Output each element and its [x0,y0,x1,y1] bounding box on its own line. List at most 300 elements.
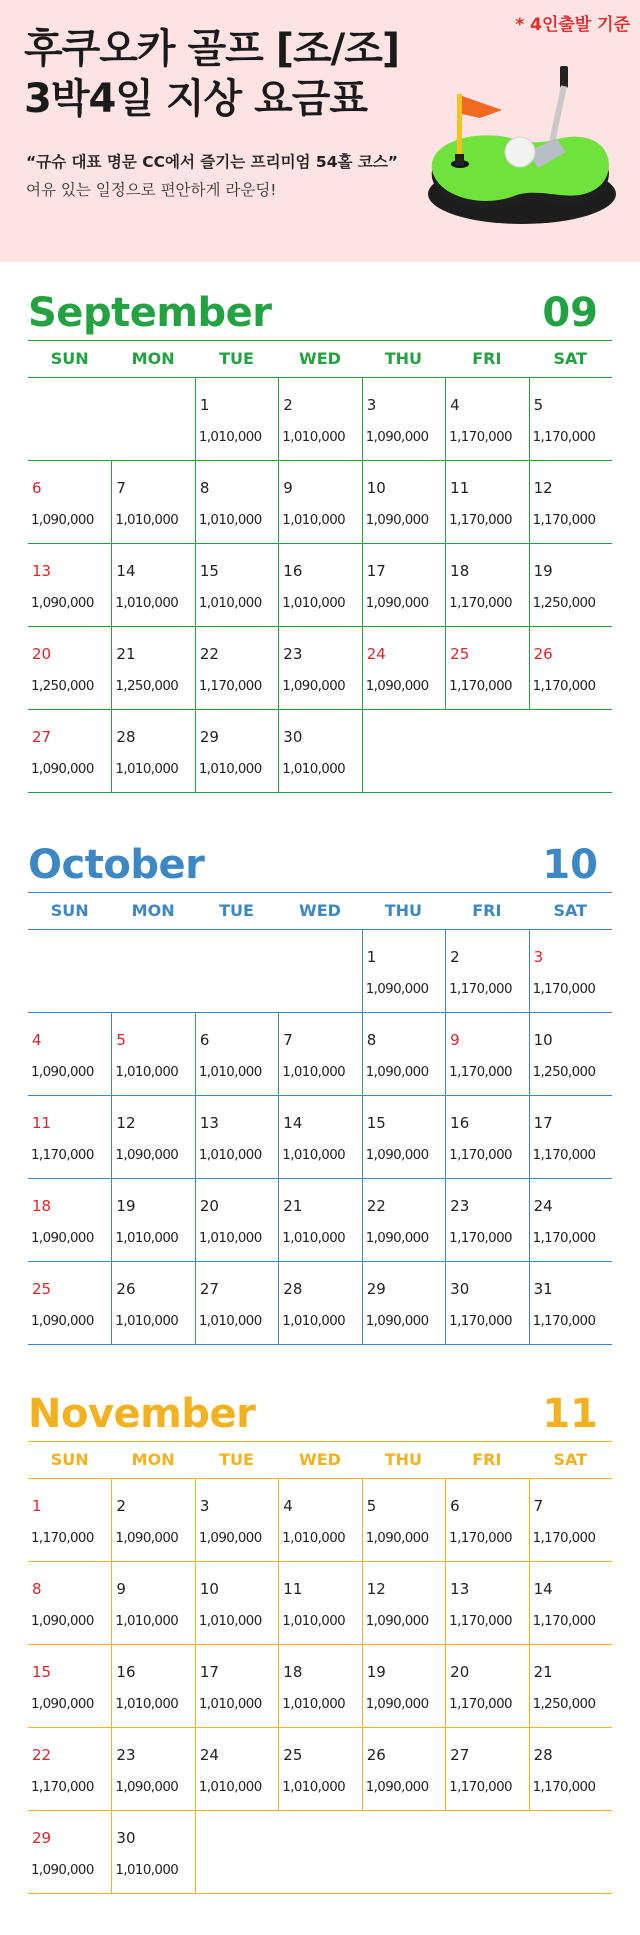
day-cell [362,1645,445,1727]
empty-cell [111,930,194,1012]
day-number: 20 [32,645,52,663]
month-calendar-october [28,836,612,1345]
week-row [28,1262,612,1345]
day-cell [278,710,361,792]
day-cell [529,1645,612,1727]
day-number: 3 [366,396,377,414]
day-price: 1,010,000 [282,596,346,611]
weekday-label: FRI [472,349,502,368]
day-cell [445,544,528,626]
week-row [28,544,612,627]
day-price: 1,010,000 [282,762,346,777]
day-number: 18 [283,1663,303,1681]
weekday-label: FRI [472,901,502,920]
subtitle: 여유 있는 일정으로 편안하게 라운딩! [26,181,277,199]
day-cell [362,1262,445,1344]
day-cell [529,1179,612,1261]
day-price: 1,090,000 [282,679,346,694]
day-number: 13 [32,562,52,580]
day-number: 17 [199,1663,219,1681]
day-price: 1,170,000 [31,1780,94,1795]
day-price: 1,090,000 [365,1780,429,1795]
day-number: 24 [366,645,386,663]
day-price: 1,090,000 [365,1231,429,1246]
day-number: 21 [283,1197,303,1215]
day-number: 16 [450,1114,470,1132]
day-number: 7 [283,1031,293,1049]
day-price: 1,090,000 [365,982,429,997]
day-price: 1,010,000 [115,1614,179,1629]
day-price: 1,170,000 [198,679,262,694]
day-price: 1,010,000 [115,1314,179,1329]
day-cell [195,544,278,626]
weekday-label: SUN [50,1450,89,1469]
month-name: September [28,290,272,336]
day-number: 23 [450,1197,470,1215]
month-number: 11 [542,1391,598,1437]
day-number: 14 [283,1114,303,1132]
day-cell [111,1479,194,1561]
day-price: 1,170,000 [532,513,596,528]
day-number: 26 [116,1280,136,1298]
day-cell [529,378,612,460]
day-price: 1,170,000 [449,430,512,445]
day-cell [362,1479,445,1561]
day-price: 1,010,000 [282,513,346,528]
week-row [28,1562,612,1645]
day-number: 19 [366,1663,386,1681]
day-price: 1,010,000 [282,1314,346,1329]
week-row [28,1811,612,1894]
day-number: 28 [116,728,136,746]
day-cell [278,1096,361,1178]
day-price: 1,010,000 [282,1148,346,1163]
day-price: 1,010,000 [115,1231,179,1246]
day-cell [362,544,445,626]
weekday-label: WED [299,349,341,368]
day-number: 17 [366,562,386,580]
day-cell [445,461,528,543]
day-cell [28,1262,111,1344]
day-price: 1,010,000 [115,513,179,528]
day-cell [111,1262,194,1344]
day-cell [362,1728,445,1810]
day-number: 27 [450,1746,470,1764]
day-cell [195,1096,278,1178]
day-cell [195,1262,278,1344]
day-cell [28,1645,111,1727]
day-price: 1,010,000 [198,1697,262,1712]
day-price: 1,010,000 [115,1697,179,1712]
day-number: 29 [366,1280,386,1298]
week-row [28,1179,612,1262]
day-cell [195,1179,278,1261]
day-cell [111,1013,194,1095]
day-price: 1,090,000 [365,1614,429,1629]
day-cell [362,378,445,460]
day-cell [195,627,278,709]
day-number: 2 [450,948,460,966]
day-number: 21 [116,645,136,663]
day-number: 13 [450,1580,470,1598]
day-price: 1,250,000 [31,679,94,694]
day-price: 1,090,000 [115,1780,179,1795]
day-cell [195,1728,278,1810]
day-cell [362,1096,445,1178]
day-price: 1,010,000 [198,1148,262,1163]
day-number: 22 [199,645,219,663]
month-header [28,1385,612,1441]
day-number: 22 [366,1197,386,1215]
weekday-label: TUE [219,349,254,368]
day-price: 1,170,000 [449,596,512,611]
day-number: 15 [32,1663,52,1681]
day-price: 1,090,000 [31,596,94,611]
day-number: 23 [116,1746,136,1764]
day-cell [445,1096,528,1178]
week-row [28,1728,612,1811]
week-row [28,1645,612,1728]
day-number: 12 [116,1114,136,1132]
month-name: October [28,842,205,888]
day-cell [28,710,111,792]
day-number: 25 [32,1280,52,1298]
day-cell [445,627,528,709]
day-price: 1,090,000 [115,1148,179,1163]
day-cell [529,1262,612,1344]
day-price: 1,010,000 [115,1065,179,1080]
day-cell [28,1728,111,1810]
day-cell [278,1645,361,1727]
day-number: 30 [116,1829,136,1847]
day-number: 4 [450,396,460,414]
empty-cell [28,378,111,460]
day-number: 8 [32,1580,42,1598]
day-cell [362,1562,445,1644]
day-cell [28,1811,111,1893]
day-price: 1,170,000 [449,1314,512,1329]
day-number: 26 [366,1746,386,1764]
week-row [28,461,612,544]
day-price: 1,010,000 [198,513,262,528]
day-cell [362,1179,445,1261]
weekday-header-row [28,340,612,378]
month-header [28,284,612,340]
day-price: 1,010,000 [115,596,179,611]
day-number: 12 [366,1580,386,1598]
day-price: 1,090,000 [365,513,429,528]
day-price: 1,170,000 [449,1531,512,1546]
day-price: 1,170,000 [532,1231,596,1246]
day-number: 6 [199,1031,210,1049]
day-price: 1,170,000 [449,1065,512,1080]
day-price: 1,010,000 [198,1780,262,1795]
day-price: 1,250,000 [532,1065,596,1080]
day-price: 1,090,000 [31,1614,94,1629]
day-price: 1,090,000 [365,1314,429,1329]
day-number: 9 [116,1580,126,1598]
day-number: 22 [32,1746,52,1764]
day-price: 1,010,000 [282,1531,346,1546]
day-number: 9 [450,1031,460,1049]
weekday-label: MON [131,901,175,920]
day-number: 3 [533,948,544,966]
empty-cell [195,1811,278,1893]
day-number: 8 [366,1031,377,1049]
day-price: 1,090,000 [31,762,94,777]
day-cell [28,544,111,626]
header-banner [0,0,640,262]
day-price: 1,170,000 [532,1531,596,1546]
day-price: 1,170,000 [532,1314,596,1329]
week-row [28,1096,612,1179]
day-number: 1 [199,396,210,414]
day-cell [28,1479,111,1561]
weekday-label: SAT [553,349,588,368]
day-cell [111,710,194,792]
day-price: 1,090,000 [31,513,94,528]
day-price: 1,170,000 [449,1614,512,1629]
week-row [28,710,612,793]
day-cell [28,1096,111,1178]
day-number: 18 [32,1197,52,1215]
day-cell [445,1728,528,1810]
golf-illustration-icon [410,66,618,238]
day-price: 1,170,000 [532,1148,596,1163]
day-number: 6 [450,1497,460,1515]
month-calendar-november [28,1385,612,1894]
day-cell [445,930,528,1012]
day-price: 1,170,000 [532,679,596,694]
month-header [28,836,612,892]
week-row [28,627,612,710]
day-cell [278,378,361,460]
weekday-label: SAT [553,1450,588,1469]
month-number: 09 [542,290,598,336]
week-row [28,930,612,1013]
weekday-label: SAT [553,901,588,920]
day-price: 1,170,000 [449,1697,512,1712]
day-number: 28 [533,1746,553,1764]
day-price: 1,010,000 [282,430,346,445]
day-price: 1,090,000 [115,1531,179,1546]
day-number: 15 [366,1114,386,1132]
day-cell [278,1013,361,1095]
day-cell [445,1262,528,1344]
day-number: 2 [116,1497,126,1515]
departure-note: * 4인출발 기준 [515,15,630,35]
day-price: 1,250,000 [532,596,596,611]
day-cell [195,1562,278,1644]
day-number: 29 [199,728,219,746]
day-price: 1,010,000 [282,1065,346,1080]
day-number: 8 [199,479,210,497]
day-cell [28,1562,111,1644]
day-price: 1,010,000 [282,1780,346,1795]
day-cell [278,627,361,709]
day-cell [111,544,194,626]
day-number: 18 [450,562,470,580]
day-cell [529,461,612,543]
day-number: 5 [366,1497,377,1515]
day-number: 24 [533,1197,553,1215]
day-number: 11 [450,479,470,497]
day-price: 1,170,000 [449,679,512,694]
empty-cell [445,1811,528,1893]
day-price: 1,090,000 [198,1531,262,1546]
day-number: 4 [32,1031,42,1049]
day-number: 25 [283,1746,303,1764]
day-price: 1,010,000 [198,1314,262,1329]
weekday-label: WED [299,1450,341,1469]
day-number: 27 [32,728,52,746]
day-number: 5 [533,396,544,414]
weekday-label: SUN [50,349,89,368]
day-price: 1,170,000 [449,513,512,528]
day-number: 13 [199,1114,219,1132]
day-number: 4 [283,1497,293,1515]
day-number: 9 [283,479,293,497]
month-number: 10 [542,842,598,888]
weekday-label: TUE [219,901,254,920]
day-number: 1 [366,948,377,966]
day-price: 1,010,000 [282,1697,346,1712]
day-cell [195,1013,278,1095]
day-number: 17 [533,1114,553,1132]
weekday-label: THU [384,349,423,368]
weekday-label: TUE [219,1450,254,1469]
day-price: 1,170,000 [449,982,512,997]
day-price: 1,250,000 [115,679,179,694]
day-cell [362,930,445,1012]
weekday-label: WED [299,901,341,920]
weekday-header-row [28,1441,612,1479]
day-price: 1,010,000 [282,1614,346,1629]
day-cell [362,461,445,543]
day-price: 1,090,000 [365,1697,429,1712]
day-cell [445,1479,528,1561]
weekday-label: THU [384,1450,423,1469]
day-cell [28,1013,111,1095]
day-number: 11 [32,1114,52,1132]
day-price: 1,170,000 [449,1231,512,1246]
weekday-label: FRI [472,1450,502,1469]
weekday-label: MON [131,349,175,368]
empty-cell [278,930,361,1012]
day-number: 11 [283,1580,303,1598]
week-row [28,1013,612,1096]
empty-cell [362,1811,445,1893]
day-price: 1,170,000 [532,1780,596,1795]
day-price: 1,090,000 [365,679,429,694]
empty-cell [529,710,612,792]
day-cell [111,461,194,543]
empty-cell [111,378,194,460]
day-number: 7 [116,479,126,497]
day-price: 1,090,000 [365,1065,429,1080]
day-number: 26 [533,645,553,663]
day-number: 10 [533,1031,553,1049]
day-cell [362,627,445,709]
day-cell [445,1562,528,1644]
day-price: 1,010,000 [198,1614,262,1629]
day-number: 19 [533,562,553,580]
day-number: 7 [533,1497,544,1515]
day-cell [445,1179,528,1261]
day-cell [111,1562,194,1644]
weekday-label: SUN [50,901,89,920]
day-price: 1,090,000 [31,1314,94,1329]
day-cell [529,627,612,709]
day-cell [278,544,361,626]
day-cell [529,930,612,1012]
day-price: 1,010,000 [198,430,262,445]
day-cell [278,1262,361,1344]
page-title [24,24,399,124]
month-name: November [28,1391,256,1437]
day-number: 16 [283,562,303,580]
month-calendar-september [28,284,612,793]
day-cell [529,1562,612,1644]
day-number: 12 [533,479,553,497]
week-row [28,1479,612,1562]
day-cell [28,1179,111,1261]
day-cell [278,1179,361,1261]
day-price: 1,010,000 [115,1863,179,1878]
day-price: 1,010,000 [198,1231,262,1246]
day-number: 1 [32,1497,42,1515]
day-number: 20 [199,1197,219,1215]
day-cell [195,1645,278,1727]
day-cell [445,378,528,460]
day-number: 14 [533,1580,553,1598]
day-number: 10 [366,479,386,497]
day-price: 1,170,000 [532,430,596,445]
day-price: 1,090,000 [365,596,429,611]
day-cell [111,1096,194,1178]
day-cell [445,1013,528,1095]
day-cell [111,627,194,709]
day-cell [529,1728,612,1810]
day-number: 6 [32,479,42,497]
day-cell [111,1811,194,1893]
weekday-label: MON [131,1450,175,1469]
day-cell [278,461,361,543]
day-number: 10 [199,1580,219,1598]
day-number: 21 [533,1663,553,1681]
day-price: 1,010,000 [282,1231,346,1246]
day-number: 28 [283,1280,303,1298]
empty-cell [362,710,445,792]
day-number: 30 [283,728,303,746]
day-number: 3 [199,1497,210,1515]
day-cell [28,627,111,709]
day-cell [278,1562,361,1644]
day-number: 15 [199,562,219,580]
day-cell [28,461,111,543]
day-price: 1,170,000 [31,1148,94,1163]
day-number: 20 [450,1663,470,1681]
day-cell [529,1013,612,1095]
day-number: 14 [116,562,136,580]
day-price: 1,090,000 [31,1065,94,1080]
day-price: 1,090,000 [365,430,429,445]
day-cell [529,544,612,626]
empty-cell [278,1811,361,1893]
day-price: 1,170,000 [532,1614,596,1629]
day-cell [445,1645,528,1727]
day-price: 1,090,000 [31,1697,94,1712]
